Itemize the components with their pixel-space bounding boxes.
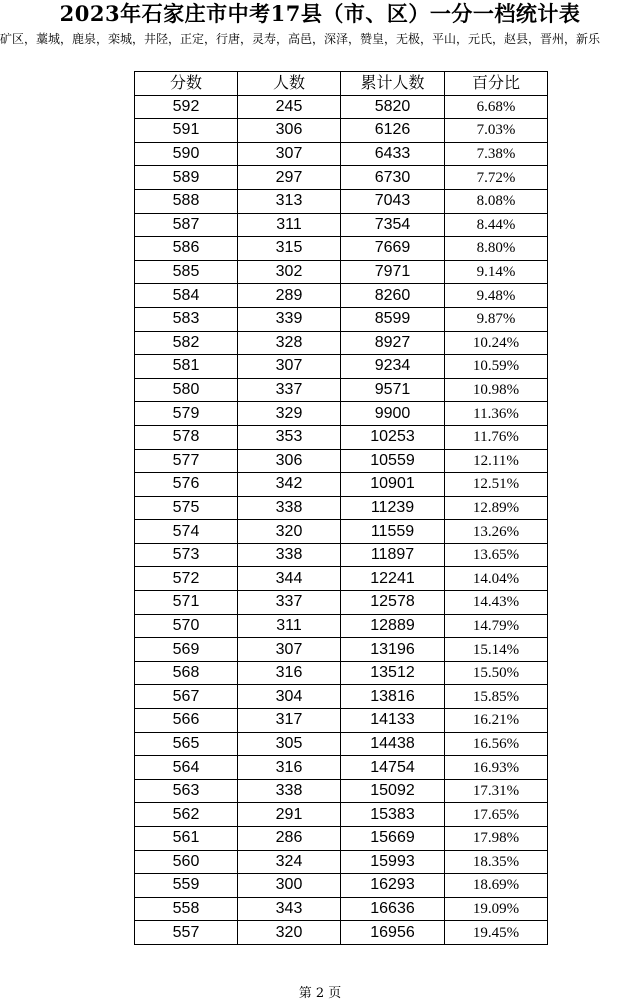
cell-cumulative: 16293 xyxy=(341,874,445,898)
cell-cumulative: 10559 xyxy=(341,449,445,473)
cell-score: 566 xyxy=(135,709,238,733)
table-row xyxy=(135,543,548,567)
cell-cumulative: 12241 xyxy=(341,567,445,591)
cell-cumulative: 15383 xyxy=(341,803,445,827)
cell-score: 591 xyxy=(135,119,238,143)
table-row xyxy=(135,685,548,709)
cell-cumulative: 10253 xyxy=(341,425,445,449)
cell-percent: 7.03% xyxy=(445,119,548,143)
table-row xyxy=(135,449,548,473)
table-row xyxy=(135,142,548,166)
table-row xyxy=(135,95,548,119)
table-row xyxy=(135,425,548,449)
cell-score: 565 xyxy=(135,732,238,756)
cell-count: 329 xyxy=(238,402,341,426)
cell-percent: 15.50% xyxy=(445,661,548,685)
table-row xyxy=(135,378,548,402)
cell-score: 588 xyxy=(135,189,238,213)
table-row xyxy=(135,921,548,945)
table-row xyxy=(135,213,548,237)
cell-count: 313 xyxy=(238,189,341,213)
cell-percent: 10.98% xyxy=(445,378,548,402)
header-percent: 百分比 xyxy=(445,72,548,96)
cell-count: 338 xyxy=(238,496,341,520)
cell-cumulative: 13816 xyxy=(341,685,445,709)
cell-score: 564 xyxy=(135,756,238,780)
table-row xyxy=(135,402,548,426)
cell-percent: 9.14% xyxy=(445,260,548,284)
cell-score: 570 xyxy=(135,614,238,638)
cell-count: 304 xyxy=(238,685,341,709)
cell-cumulative: 7043 xyxy=(341,189,445,213)
cell-score: 578 xyxy=(135,425,238,449)
cell-count: 316 xyxy=(238,661,341,685)
cell-score: 586 xyxy=(135,237,238,261)
cell-cumulative: 13512 xyxy=(341,661,445,685)
cell-percent: 9.87% xyxy=(445,307,548,331)
cell-count: 307 xyxy=(238,638,341,662)
table-header-row xyxy=(135,72,548,96)
table-row xyxy=(135,709,548,733)
table-row xyxy=(135,307,548,331)
cell-score: 585 xyxy=(135,260,238,284)
cell-count: 320 xyxy=(238,520,341,544)
cell-score: 560 xyxy=(135,850,238,874)
cell-count: 315 xyxy=(238,237,341,261)
cell-score: 567 xyxy=(135,685,238,709)
cell-score: 583 xyxy=(135,307,238,331)
cell-count: 339 xyxy=(238,307,341,331)
cell-count: 245 xyxy=(238,95,341,119)
cell-cumulative: 6730 xyxy=(341,166,445,190)
cell-cumulative: 7971 xyxy=(341,260,445,284)
cell-percent: 13.65% xyxy=(445,543,548,567)
cell-percent: 14.43% xyxy=(445,591,548,615)
cell-count: 328 xyxy=(238,331,341,355)
table-row xyxy=(135,614,548,638)
cell-cumulative: 11559 xyxy=(341,520,445,544)
cell-percent: 16.93% xyxy=(445,756,548,780)
cell-score: 587 xyxy=(135,213,238,237)
table-row xyxy=(135,661,548,685)
cell-cumulative: 16636 xyxy=(341,897,445,921)
cell-score: 576 xyxy=(135,473,238,497)
cell-count: 307 xyxy=(238,355,341,379)
cell-cumulative: 8927 xyxy=(341,331,445,355)
cell-score: 590 xyxy=(135,142,238,166)
table-row xyxy=(135,284,548,308)
cell-score: 580 xyxy=(135,378,238,402)
cell-count: 337 xyxy=(238,591,341,615)
cell-cumulative: 6126 xyxy=(341,119,445,143)
table-row xyxy=(135,473,548,497)
table-row xyxy=(135,803,548,827)
cell-count: 307 xyxy=(238,142,341,166)
cell-percent: 8.80% xyxy=(445,237,548,261)
cell-count: 289 xyxy=(238,284,341,308)
table-row xyxy=(135,874,548,898)
cell-cumulative: 8260 xyxy=(341,284,445,308)
cell-score: 563 xyxy=(135,779,238,803)
table-row xyxy=(135,260,548,284)
cell-score: 571 xyxy=(135,591,238,615)
cell-percent: 12.51% xyxy=(445,473,548,497)
cell-cumulative: 9900 xyxy=(341,402,445,426)
cell-score: 562 xyxy=(135,803,238,827)
cell-score: 577 xyxy=(135,449,238,473)
cell-percent: 8.08% xyxy=(445,189,548,213)
cell-score: 569 xyxy=(135,638,238,662)
cell-count: 291 xyxy=(238,803,341,827)
cell-score: 579 xyxy=(135,402,238,426)
cell-count: 311 xyxy=(238,614,341,638)
cell-count: 316 xyxy=(238,756,341,780)
table-row xyxy=(135,567,548,591)
cell-cumulative: 12578 xyxy=(341,591,445,615)
cell-cumulative: 12889 xyxy=(341,614,445,638)
cell-cumulative: 7669 xyxy=(341,237,445,261)
cell-score: 581 xyxy=(135,355,238,379)
cell-percent: 11.76% xyxy=(445,425,548,449)
cell-cumulative: 16956 xyxy=(341,921,445,945)
cell-percent: 16.56% xyxy=(445,732,548,756)
table-row xyxy=(135,520,548,544)
cell-cumulative: 15669 xyxy=(341,827,445,851)
table-row xyxy=(135,850,548,874)
cell-score: 557 xyxy=(135,921,238,945)
cell-count: 343 xyxy=(238,897,341,921)
cell-cumulative: 15993 xyxy=(341,850,445,874)
cell-percent: 10.59% xyxy=(445,355,548,379)
cell-count: 305 xyxy=(238,732,341,756)
district-list: 矿区，藁城，鹿泉，栾城，井陉，正定，行唐，灵寿，高邑，深泽，赞皇，无极，平山，元氏，赵县，晋州，新乐 xyxy=(0,32,601,46)
cell-score: 558 xyxy=(135,897,238,921)
cell-percent: 10.24% xyxy=(445,331,548,355)
cell-score: 582 xyxy=(135,331,238,355)
cell-percent: 11.36% xyxy=(445,402,548,426)
table-row xyxy=(135,496,548,520)
cell-cumulative: 7354 xyxy=(341,213,445,237)
cell-percent: 19.45% xyxy=(445,921,548,945)
cell-percent: 18.69% xyxy=(445,874,548,898)
cell-count: 306 xyxy=(238,449,341,473)
cell-cumulative: 9571 xyxy=(341,378,445,402)
cell-percent: 8.44% xyxy=(445,213,548,237)
cell-percent: 14.79% xyxy=(445,614,548,638)
table-row xyxy=(135,638,548,662)
cell-score: 561 xyxy=(135,827,238,851)
cell-cumulative: 6433 xyxy=(341,142,445,166)
header-score: 分数 xyxy=(135,72,238,96)
cell-cumulative: 8599 xyxy=(341,307,445,331)
cell-score: 572 xyxy=(135,567,238,591)
cell-cumulative: 14133 xyxy=(341,709,445,733)
cell-percent: 13.26% xyxy=(445,520,548,544)
cell-percent: 15.14% xyxy=(445,638,548,662)
cell-score: 559 xyxy=(135,874,238,898)
cell-percent: 7.72% xyxy=(445,166,548,190)
cell-cumulative: 11239 xyxy=(341,496,445,520)
cell-score: 584 xyxy=(135,284,238,308)
cell-count: 344 xyxy=(238,567,341,591)
cell-count: 324 xyxy=(238,850,341,874)
cell-count: 338 xyxy=(238,779,341,803)
header-cumulative: 累计人数 xyxy=(341,72,445,96)
cell-cumulative: 14754 xyxy=(341,756,445,780)
table-row xyxy=(135,355,548,379)
cell-count: 337 xyxy=(238,378,341,402)
table-row xyxy=(135,237,548,261)
header-count: 人数 xyxy=(238,72,341,96)
cell-score: 568 xyxy=(135,661,238,685)
cell-percent: 17.98% xyxy=(445,827,548,851)
cell-score: 573 xyxy=(135,543,238,567)
cell-percent: 12.11% xyxy=(445,449,548,473)
cell-count: 353 xyxy=(238,425,341,449)
cell-cumulative: 9234 xyxy=(341,355,445,379)
table-row xyxy=(135,591,548,615)
cell-cumulative: 15092 xyxy=(341,779,445,803)
table-row xyxy=(135,756,548,780)
cell-count: 311 xyxy=(238,213,341,237)
cell-cumulative: 11897 xyxy=(341,543,445,567)
cell-count: 286 xyxy=(238,827,341,851)
score-table xyxy=(134,71,548,945)
table-row xyxy=(135,189,548,213)
cell-count: 297 xyxy=(238,166,341,190)
cell-percent: 17.65% xyxy=(445,803,548,827)
table-row xyxy=(135,331,548,355)
cell-cumulative: 14438 xyxy=(341,732,445,756)
cell-percent: 9.48% xyxy=(445,284,548,308)
table-row xyxy=(135,119,548,143)
cell-percent: 18.35% xyxy=(445,850,548,874)
cell-score: 589 xyxy=(135,166,238,190)
table-row xyxy=(135,897,548,921)
cell-count: 302 xyxy=(238,260,341,284)
cell-score: 592 xyxy=(135,95,238,119)
page-number: 第 2 页 xyxy=(298,986,342,1001)
cell-cumulative: 5820 xyxy=(341,95,445,119)
cell-percent: 19.09% xyxy=(445,897,548,921)
cell-score: 574 xyxy=(135,520,238,544)
cell-cumulative: 10901 xyxy=(341,473,445,497)
cell-count: 317 xyxy=(238,709,341,733)
cell-score: 575 xyxy=(135,496,238,520)
cell-count: 338 xyxy=(238,543,341,567)
cell-percent: 7.38% xyxy=(445,142,548,166)
cell-percent: 15.85% xyxy=(445,685,548,709)
cell-percent: 16.21% xyxy=(445,709,548,733)
cell-count: 306 xyxy=(238,119,341,143)
cell-count: 342 xyxy=(238,473,341,497)
document-title: 2023年石家庄市中考17县（市、区）一分一档统计表 xyxy=(59,1,581,26)
cell-percent: 6.68% xyxy=(445,95,548,119)
table-row xyxy=(135,779,548,803)
cell-percent: 14.04% xyxy=(445,567,548,591)
cell-cumulative: 13196 xyxy=(341,638,445,662)
table-row xyxy=(135,732,548,756)
table-row xyxy=(135,166,548,190)
cell-percent: 12.89% xyxy=(445,496,548,520)
cell-count: 300 xyxy=(238,874,341,898)
table-row xyxy=(135,827,548,851)
table-body xyxy=(135,95,548,944)
cell-percent: 17.31% xyxy=(445,779,548,803)
cell-count: 320 xyxy=(238,921,341,945)
